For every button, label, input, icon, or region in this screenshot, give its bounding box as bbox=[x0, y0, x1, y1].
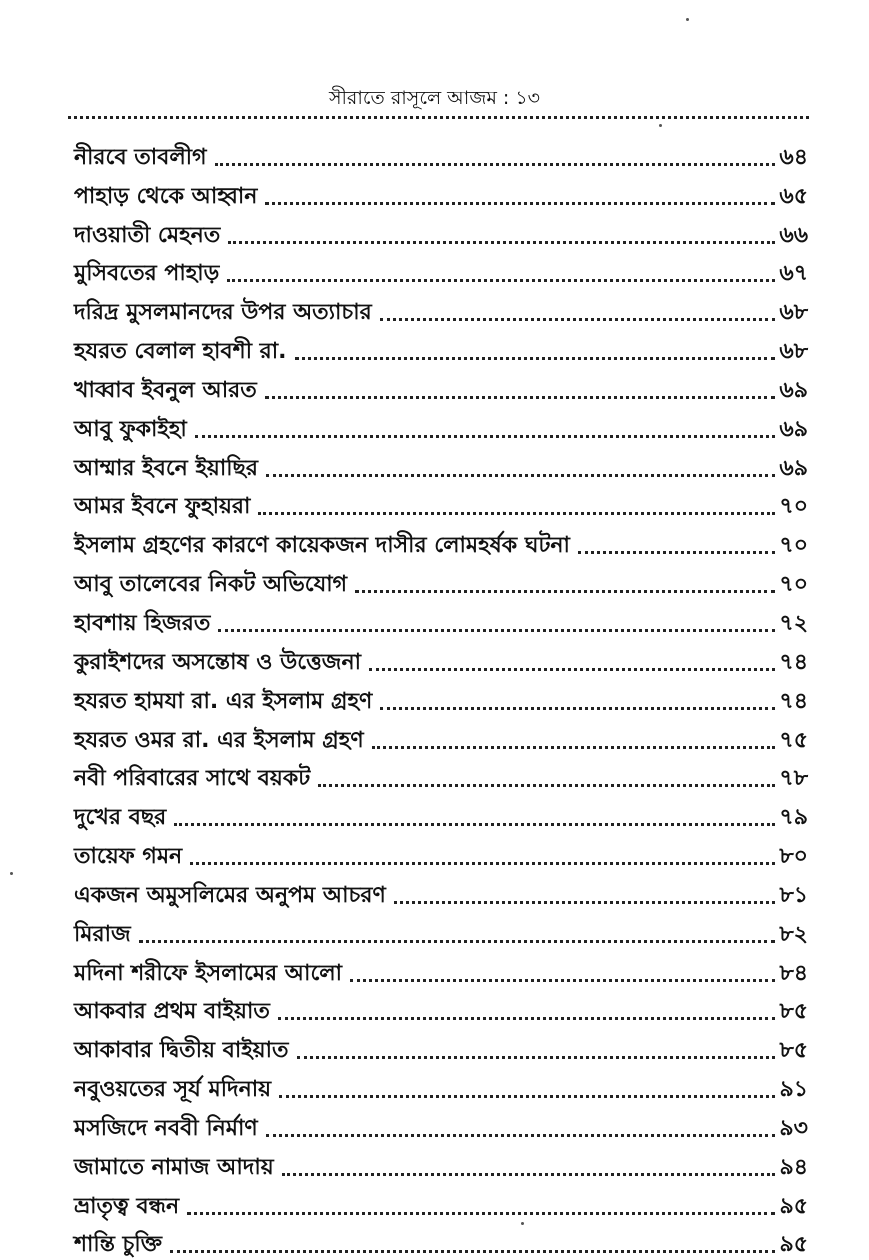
dot-leader bbox=[258, 512, 775, 515]
toc-entry bbox=[74, 600, 808, 639]
toc-entry-page-number: ৮৪ bbox=[779, 960, 808, 986]
dot-leader bbox=[266, 1134, 776, 1137]
toc-entry bbox=[74, 251, 808, 290]
dot-leader bbox=[279, 1095, 775, 1098]
dot-leader bbox=[318, 784, 775, 787]
toc-entry-title: আকবার প্রথম বাইয়াত bbox=[74, 999, 270, 1025]
toc-entry-page-number: ৭৮ bbox=[779, 766, 808, 792]
toc-entry-page-number: ৮১ bbox=[779, 882, 808, 908]
toc-entry bbox=[74, 289, 808, 328]
toc-entry-page-number: ৭৪ bbox=[779, 688, 808, 714]
toc-entry-title: মিরাজ bbox=[74, 921, 131, 947]
toc-entry-title: শান্তি চুক্তি bbox=[74, 1232, 163, 1258]
dot-leader bbox=[369, 668, 775, 671]
toc-entry-page-number: ৮২ bbox=[779, 921, 808, 947]
scan-speck bbox=[686, 18, 689, 21]
toc-entry-title: আবু তালেবের নিকট অভিযোগ bbox=[74, 572, 348, 598]
toc-entry bbox=[74, 1144, 808, 1183]
scan-speck bbox=[521, 1222, 524, 1225]
dot-leader bbox=[266, 474, 775, 477]
toc-entry-page-number: ৭০ bbox=[779, 494, 808, 520]
toc-entry bbox=[74, 794, 808, 833]
toc-entry-title: আকাবার দ্বিতীয় বাইয়াত bbox=[74, 1038, 289, 1064]
toc-entry-title: মদিনা শরীফে ইসলামের আলো bbox=[74, 960, 343, 986]
toc-entry-title: হযরত হামযা রা. এর ইসলাম গ্রহণ bbox=[74, 688, 373, 714]
toc-entry-title: নীরবে তাবলীগ bbox=[74, 144, 207, 170]
toc-entry-page-number: ৬৯ bbox=[779, 416, 808, 442]
toc-entry-title: একজন অমুসলিমের অনুপম আচরণ bbox=[74, 882, 386, 908]
toc-entry bbox=[74, 911, 808, 950]
toc-entry bbox=[74, 522, 808, 561]
toc-entry-page-number: ৭০ bbox=[779, 533, 808, 559]
toc-entry-title: নবী পরিবারের সাথে বয়কট bbox=[74, 766, 311, 792]
dot-leader bbox=[295, 357, 776, 360]
toc-entry-page-number: ৬৭ bbox=[779, 261, 808, 287]
running-header: সীরাতে রাসূলে আজম : ১৩ bbox=[328, 87, 541, 109]
toc-entry bbox=[74, 1105, 808, 1144]
toc-entry-title: আমর ইবনে ফুহায়রা bbox=[74, 494, 251, 520]
toc-entry bbox=[74, 717, 808, 756]
toc-entry-title: আম্মার ইবনে ইয়াছির bbox=[74, 455, 258, 481]
toc-entry-title: কুরাইশদের অসন্তোষ ও উত্তেজনা bbox=[74, 649, 362, 675]
dot-leader bbox=[380, 707, 775, 710]
scan-speck bbox=[10, 872, 13, 875]
toc-entry-page-number: ৮৫ bbox=[779, 999, 808, 1025]
toc-entry bbox=[74, 1066, 808, 1105]
dot-leader bbox=[187, 1212, 775, 1215]
toc-entry bbox=[74, 989, 808, 1028]
toc-entry-title: হযরত ওমর রা. এর ইসলাম গ্রহণ bbox=[74, 727, 364, 753]
toc-entry-page-number: ৬৫ bbox=[779, 183, 808, 209]
dot-leader bbox=[282, 1173, 776, 1176]
toc-entry-title: হাবশায় হিজরত bbox=[74, 610, 211, 636]
toc-entry bbox=[74, 833, 808, 872]
toc-entry-page-number: ৬৮ bbox=[779, 300, 808, 326]
toc-entry-page-number: ৬৯ bbox=[779, 455, 808, 481]
toc-entry bbox=[74, 173, 808, 212]
toc-entry-title: দাওয়াতী মেহনত bbox=[74, 222, 221, 248]
toc-entry-page-number: ৬৬ bbox=[779, 222, 808, 248]
toc-entry-title: জামাতে নামাজ আদায় bbox=[74, 1154, 274, 1180]
toc-entry-page-number: ৬৮ bbox=[779, 339, 808, 365]
toc-entry-title: মুসিবতের পাহাড় bbox=[74, 261, 220, 287]
toc-entry-title: ভ্রাতৃত্ব বন্ধন bbox=[74, 1193, 180, 1219]
dot-leader bbox=[380, 318, 776, 321]
toc-entry-page-number: ৯৪ bbox=[779, 1154, 808, 1180]
toc-entry-page-number: ৭৪ bbox=[779, 649, 808, 675]
toc-entry-title: হযরত বেলাল হাবশী রা. bbox=[74, 339, 287, 365]
dot-leader bbox=[228, 241, 775, 244]
toc-entry bbox=[74, 445, 808, 484]
dot-leader bbox=[218, 629, 775, 632]
toc-entry-page-number: ৯৫ bbox=[779, 1193, 808, 1219]
header-dotted-rule bbox=[68, 116, 809, 119]
toc-entry bbox=[74, 212, 808, 251]
toc-entry bbox=[74, 1183, 808, 1222]
dot-leader bbox=[265, 396, 776, 399]
toc-entry-title: তায়েফ গমন bbox=[74, 844, 183, 870]
toc-entry bbox=[74, 134, 808, 173]
dot-leader bbox=[578, 551, 775, 554]
toc-entry-page-number: ৭০ bbox=[779, 572, 808, 598]
dot-leader bbox=[372, 746, 776, 749]
dot-leader bbox=[190, 862, 775, 865]
toc-entry-page-number: ৬৯ bbox=[779, 377, 808, 403]
toc-entry-page-number: ৯৩ bbox=[779, 1115, 808, 1141]
toc-entry-page-number: ৭২ bbox=[779, 610, 808, 636]
toc-entry-page-number: ৬৪ bbox=[779, 144, 808, 170]
toc-entry-title: দুখের বছর bbox=[74, 805, 167, 831]
toc-entry bbox=[74, 406, 808, 445]
toc-entry bbox=[74, 484, 808, 523]
dot-leader bbox=[139, 940, 776, 943]
dot-leader bbox=[265, 202, 775, 205]
dot-leader bbox=[174, 823, 775, 826]
toc-entry bbox=[74, 328, 808, 367]
toc-entry bbox=[74, 561, 808, 600]
toc-entry bbox=[74, 367, 808, 406]
toc-entry bbox=[74, 756, 808, 795]
toc-entry-title: দরিদ্র মুসলমানদের উপর অত্যাচার bbox=[74, 300, 372, 326]
toc-entry-page-number: ৭৫ bbox=[779, 727, 808, 753]
dot-leader bbox=[227, 279, 775, 282]
dot-leader bbox=[355, 590, 775, 593]
toc-entry-page-number: ৯৫ bbox=[779, 1232, 808, 1258]
toc-entry bbox=[74, 639, 808, 678]
dot-leader bbox=[215, 163, 776, 166]
toc-entry-title: পাহাড় থেকে আহ্বান bbox=[74, 183, 258, 209]
toc-entry-page-number: ৭৯ bbox=[779, 805, 808, 831]
toc-entry-title: নবুওয়তের সূর্য মদিনায় bbox=[74, 1077, 272, 1103]
scan-speck bbox=[659, 124, 662, 127]
toc-entry-page-number: ৯১ bbox=[779, 1077, 808, 1103]
toc-entry bbox=[74, 678, 808, 717]
table-of-contents bbox=[74, 134, 808, 1260]
toc-entry bbox=[74, 950, 808, 989]
toc-entry-title: মসজিদে নববী নির্মাণ bbox=[74, 1115, 258, 1141]
toc-entry-page-number: ৮৫ bbox=[779, 1038, 808, 1064]
toc-entry-page-number: ৮০ bbox=[779, 844, 808, 870]
toc-entry bbox=[74, 872, 808, 911]
toc-entry-title: আবু ফুকাইহা bbox=[74, 416, 187, 442]
toc-entry-title: খাব্বাব ইবনুল আরত bbox=[74, 377, 257, 403]
toc-entry bbox=[74, 1027, 808, 1066]
dot-leader bbox=[350, 979, 775, 982]
toc-entry-title: ইসলাম গ্রহণের কারণে কায়েকজন দাসীর লোমহর্ষক ঘটনা bbox=[74, 533, 570, 559]
dot-leader bbox=[278, 1017, 776, 1020]
dot-leader bbox=[195, 435, 776, 438]
dot-leader bbox=[394, 901, 776, 904]
toc-entry bbox=[74, 1222, 808, 1260]
dot-leader bbox=[297, 1056, 776, 1059]
